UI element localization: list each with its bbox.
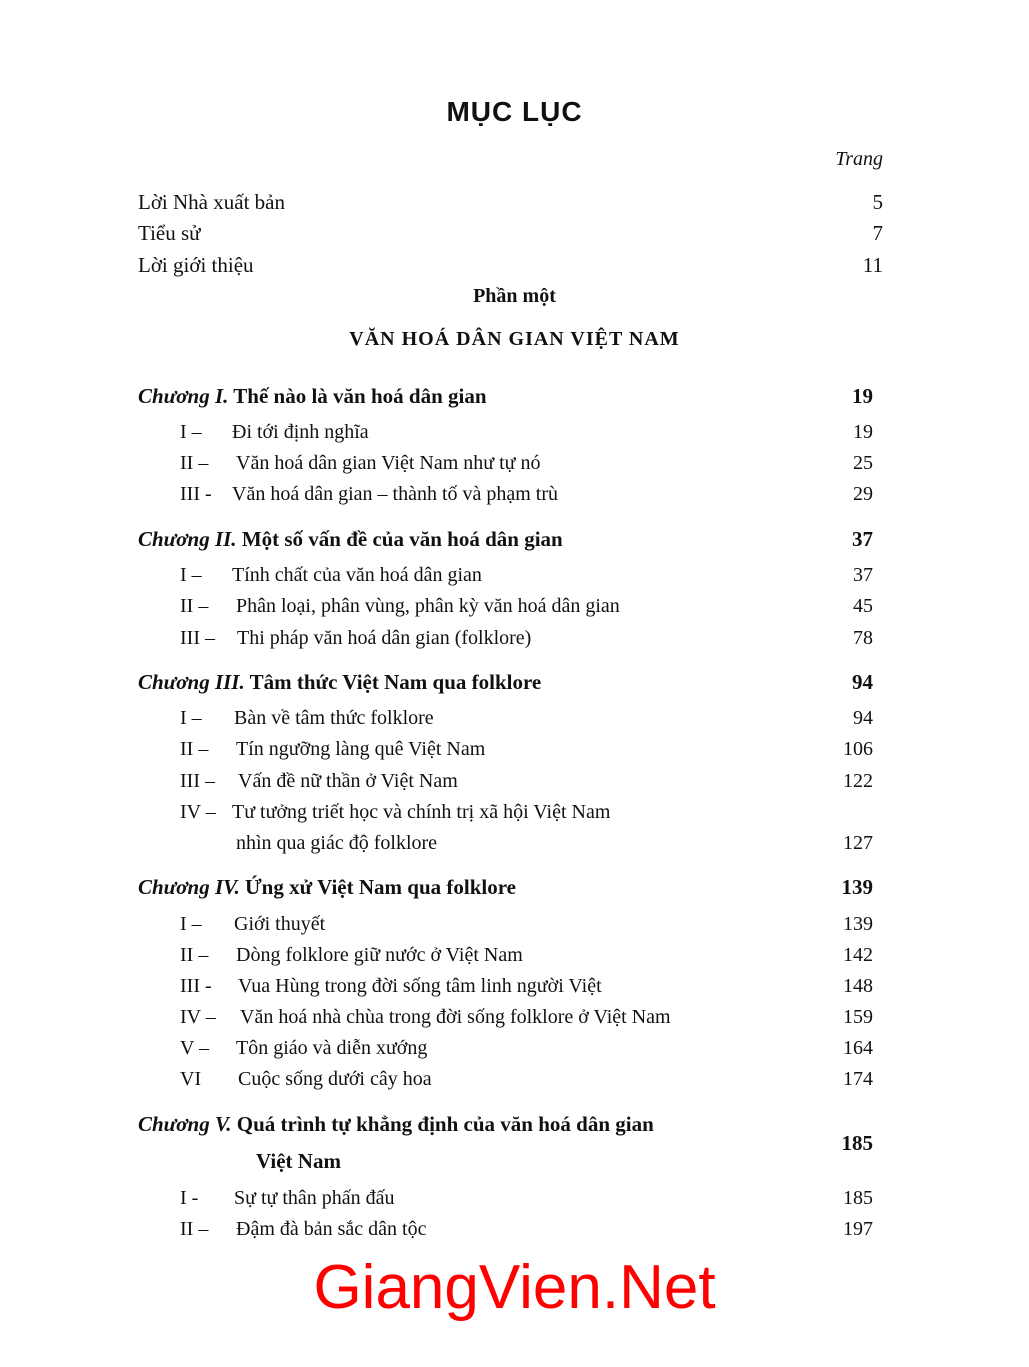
toc-section <box>0 627 1029 657</box>
section-number: V – <box>180 1037 210 1059</box>
toc-section <box>0 1037 1029 1067</box>
section-title-continued: nhìn qua giác độ folklore <box>236 832 438 854</box>
section-title: Phân loại, phân vùng, phân kỳ văn hoá dân gian <box>236 595 620 617</box>
section-number: II – <box>180 944 209 966</box>
section-page: 19 <box>853 421 873 443</box>
toc-section <box>0 944 1029 974</box>
toc-entry-front <box>0 253 1029 283</box>
toc-section <box>0 564 1029 594</box>
section-page: 142 <box>843 944 873 966</box>
toc-section <box>0 738 1029 768</box>
chapter-title: Ứng xử Việt Nam qua folklore <box>244 875 516 899</box>
section-page: 164 <box>843 1037 873 1059</box>
section-title: Dòng folklore giữ nước ở Việt Nam <box>236 944 523 966</box>
section-page: 45 <box>853 595 873 617</box>
toc-section <box>0 975 1029 1005</box>
chapter-prefix: Chương III. <box>138 670 245 694</box>
chapter-prefix: Chương I. <box>138 384 229 408</box>
chapter-title-continued: Việt Nam <box>256 1149 341 1173</box>
chapter-heading-continued <box>0 1149 1029 1179</box>
section-number: I – <box>180 564 202 586</box>
section-page: 122 <box>843 770 873 792</box>
section-title: Tính chất của văn hoá dân gian <box>232 564 482 586</box>
section-number: II – <box>180 595 209 617</box>
section-title: Thi pháp văn hoá dân gian (folklore) <box>237 627 532 649</box>
section-number: III - <box>180 975 212 997</box>
chapter-title: Tâm thức Việt Nam qua folklore <box>249 670 542 694</box>
section-page: 197 <box>843 1218 873 1240</box>
section-title: Đi tới định nghĩa <box>232 421 369 443</box>
section-title: Đậm đà bản sắc dân tộc <box>236 1218 427 1240</box>
section-title: Văn hoá dân gian Việt Nam như tự nó <box>236 452 541 474</box>
chapter-page: 94 <box>852 670 873 694</box>
section-page: 78 <box>853 627 873 649</box>
toc-section <box>0 421 1029 451</box>
toc-section <box>0 452 1029 482</box>
entry-page: 5 <box>872 190 883 214</box>
chapter-prefix: Chương IV. <box>138 875 240 899</box>
section-number: III - <box>180 483 212 505</box>
entry-title: Lời Nhà xuất bản <box>138 190 285 214</box>
page-title: MỤC LỤC <box>446 96 583 127</box>
entry-title: Tiểu sử <box>138 221 201 245</box>
chapter-title: Một số vấn đề của văn hoá dân gian <box>241 527 563 551</box>
section-title: Tôn giáo và diễn xướng <box>236 1037 428 1059</box>
chapter-page: 37 <box>852 527 873 551</box>
section-number: I – <box>180 707 202 729</box>
toc-section <box>0 707 1029 737</box>
toc-section <box>0 1187 1029 1217</box>
toc-section <box>0 483 1029 513</box>
section-number: IV – <box>180 801 216 823</box>
toc-section <box>0 801 1029 831</box>
section-title: Sự tự thân phấn đấu <box>234 1187 395 1209</box>
section-title: Vấn đề nữ thần ở Việt Nam <box>238 770 458 792</box>
section-page: 139 <box>843 913 873 935</box>
section-page: 148 <box>843 975 873 997</box>
chapter-heading <box>0 670 1029 700</box>
chapter-heading <box>0 527 1029 557</box>
section-page: 127 <box>843 832 873 854</box>
toc-entry-front <box>0 221 1029 251</box>
section-page: 37 <box>853 564 873 586</box>
toc-entry-front <box>0 190 1029 220</box>
toc-section <box>0 913 1029 943</box>
section-page: 106 <box>843 738 873 760</box>
chapter-prefix: Chương II. <box>138 527 237 551</box>
entry-title: Lời giới thiệu <box>138 253 254 277</box>
entry-page: 7 <box>872 221 883 245</box>
section-number: IV – <box>180 1006 216 1028</box>
section-number: I – <box>180 913 202 935</box>
section-title: Bàn về tâm thức folklore <box>234 707 434 729</box>
chapter-page: 19 <box>852 384 873 408</box>
section-number: II – <box>180 738 209 760</box>
section-number: VI <box>180 1068 202 1090</box>
entry-page: 11 <box>862 253 883 277</box>
section-page: 159 <box>843 1006 873 1028</box>
section-title: Văn hoá nhà chùa trong đời sống folklore ở Việt Nam <box>240 1006 671 1028</box>
section-number: III – <box>180 770 215 792</box>
section-page: 25 <box>853 452 873 474</box>
section-number: I - <box>180 1187 199 1209</box>
chapter-title: Quá trình tự khẳng định của văn hoá dân gian <box>236 1112 654 1136</box>
part-label: Phần một <box>473 285 556 307</box>
section-number: I – <box>180 421 202 443</box>
chapter-heading <box>0 384 1029 414</box>
section-title: Văn hoá dân gian – thành tố và phạm trù <box>232 483 559 505</box>
watermark: GiangVien.Net <box>313 1253 716 1322</box>
section-number: II – <box>180 1218 209 1240</box>
section-page: 174 <box>843 1068 873 1090</box>
toc-section <box>0 1218 1029 1248</box>
section-title: Tín ngưỡng làng quê Việt Nam <box>236 738 486 760</box>
section-title: Tư tưởng triết học và chính trị xã hội Việt Nam <box>232 801 611 823</box>
section-number: II – <box>180 452 209 474</box>
section-number: III – <box>180 627 215 649</box>
chapter-page: 185 <box>841 1131 873 1155</box>
section-page: 185 <box>843 1187 873 1209</box>
part-title: VĂN HOÁ DÂN GIAN VIỆT NAM <box>349 328 680 350</box>
section-title: Giới thuyết <box>234 913 326 935</box>
toc-section-continued <box>0 832 1029 862</box>
chapter-heading <box>0 875 1029 905</box>
section-title: Cuộc sống dưới cây hoa <box>238 1068 432 1090</box>
toc-section <box>0 1006 1029 1036</box>
chapter-title: Thế nào là văn hoá dân gian <box>233 384 487 408</box>
toc-section <box>0 1068 1029 1098</box>
section-page: 29 <box>853 483 873 505</box>
chapter-prefix: Chương V. <box>138 1112 232 1136</box>
section-page: 94 <box>853 707 873 729</box>
toc-section <box>0 595 1029 625</box>
page-column-label: Trang <box>835 148 883 170</box>
chapter-page: 139 <box>841 875 873 899</box>
section-title: Vua Hùng trong đời sống tâm linh người Việt <box>238 975 602 997</box>
toc-section <box>0 770 1029 800</box>
